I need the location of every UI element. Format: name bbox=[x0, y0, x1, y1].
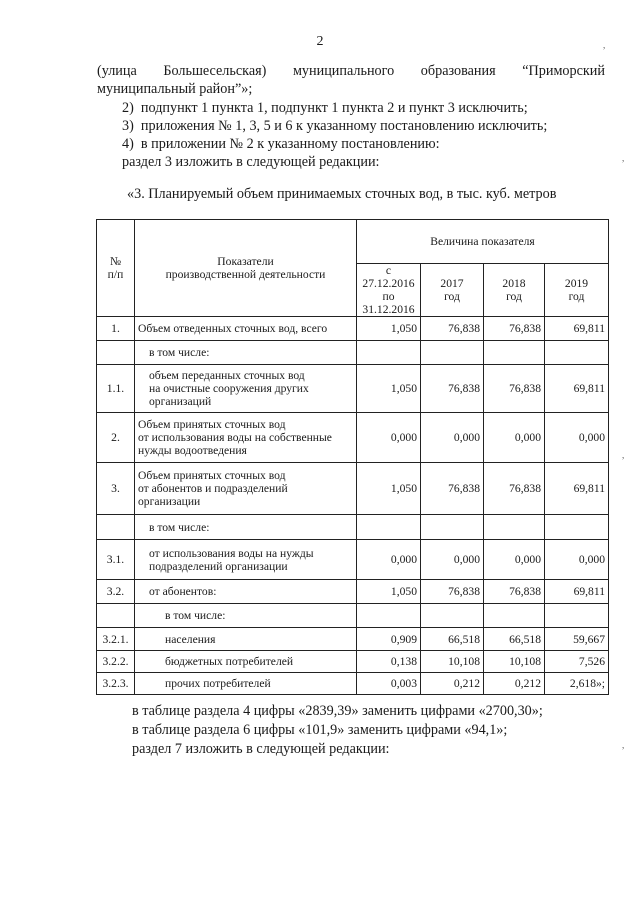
row-value: 76,838 bbox=[484, 317, 545, 341]
row-value bbox=[357, 341, 421, 365]
row-value: 0,000 bbox=[545, 540, 609, 580]
row-value: 0,000 bbox=[545, 413, 609, 463]
row-indicator: Объем принятых сточных вод от абонентов и подразделений организации bbox=[135, 463, 357, 515]
table-row bbox=[97, 651, 609, 673]
intro-word: образования bbox=[420, 63, 496, 79]
row-value: 69,811 bbox=[545, 463, 609, 515]
scan-mark: , bbox=[603, 40, 606, 50]
wastewater-table bbox=[96, 219, 609, 695]
row-value: 69,811 bbox=[545, 317, 609, 341]
header-period: 2017 год bbox=[421, 264, 484, 317]
row-value: 0,000 bbox=[421, 540, 484, 580]
intro-word: муниципального bbox=[292, 63, 395, 79]
row-value: 0,212 bbox=[421, 673, 484, 695]
row-value: 69,811 bbox=[545, 580, 609, 604]
row-number: 3.2.1. bbox=[97, 628, 135, 651]
after-line: в таблице раздела 6 цифры «101,9» заменить цифрами «94,1»; bbox=[132, 722, 508, 738]
row-value bbox=[421, 341, 484, 365]
header-number bbox=[97, 220, 135, 317]
row-value: 76,838 bbox=[421, 317, 484, 341]
row-number: 3.2.3. bbox=[97, 673, 135, 695]
table-row bbox=[97, 317, 609, 341]
table-row bbox=[97, 463, 609, 515]
row-value: 76,838 bbox=[421, 365, 484, 413]
row-number: 2. bbox=[97, 413, 135, 463]
row-indicator: от использования воды на нужды подразделений организации bbox=[135, 540, 357, 580]
row-value: 76,838 bbox=[421, 580, 484, 604]
row-value: 2,618»; bbox=[545, 673, 609, 695]
row-value: 0,000 bbox=[484, 413, 545, 463]
row-indicator: объем переданных сточных вод на очистные сооружения других организаций bbox=[135, 365, 357, 413]
row-indicator: в том числе: bbox=[135, 515, 357, 540]
row-indicator: Объем отведенных сточных вод, всего bbox=[135, 317, 357, 341]
row-indicator: от абонентов: bbox=[135, 580, 357, 604]
row-value bbox=[484, 341, 545, 365]
row-value: 0,003 bbox=[357, 673, 421, 695]
row-value: 1,050 bbox=[357, 365, 421, 413]
list-item: 2) подпункт 1 пункта 1, подпункт 1 пункта 2 и пункт 3 исключить; bbox=[122, 100, 528, 116]
after-line: раздел 7 изложить в следующей редакции: bbox=[132, 741, 390, 757]
row-indicator: бюджетных потребителей bbox=[135, 651, 357, 673]
row-value: 1,050 bbox=[357, 317, 421, 341]
intro-word: (улица bbox=[97, 63, 137, 79]
row-value: 7,526 bbox=[545, 651, 609, 673]
header-value-group: Величина показателя bbox=[357, 220, 609, 264]
scan-mark: , bbox=[622, 450, 625, 460]
row-number: 3.2.2. bbox=[97, 651, 135, 673]
section-line: раздел 3 изложить в следующей редакции: bbox=[122, 154, 380, 170]
row-value: 0,138 bbox=[357, 651, 421, 673]
header-number-text: № п/п bbox=[107, 255, 124, 281]
row-value: 0,909 bbox=[357, 628, 421, 651]
row-number: 1. bbox=[97, 317, 135, 341]
row-number bbox=[97, 341, 135, 365]
row-value: 76,838 bbox=[484, 365, 545, 413]
row-value: 66,518 bbox=[421, 628, 484, 651]
row-value: 0,212 bbox=[484, 673, 545, 695]
header-period: с 27.12.2016 по 31.12.2016 bbox=[357, 264, 421, 317]
row-indicator: прочих потребителей bbox=[135, 673, 357, 695]
row-value bbox=[545, 515, 609, 540]
row-value: 76,838 bbox=[484, 580, 545, 604]
intro-word: “Приморский bbox=[522, 63, 605, 79]
row-value bbox=[484, 515, 545, 540]
table-row bbox=[97, 628, 609, 651]
after-line: в таблице раздела 4 цифры «2839,39» заменить цифрами «2700,30»; bbox=[132, 703, 543, 719]
row-value bbox=[421, 604, 484, 628]
row-value: 66,518 bbox=[484, 628, 545, 651]
intro-line-1 bbox=[97, 63, 605, 80]
row-number: 3. bbox=[97, 463, 135, 515]
scan-mark: , bbox=[622, 153, 625, 163]
row-value: 59,667 bbox=[545, 628, 609, 651]
row-value: 1,050 bbox=[357, 463, 421, 515]
row-value: 0,000 bbox=[421, 413, 484, 463]
page-number: 2 bbox=[316, 34, 324, 49]
row-indicator: населения bbox=[135, 628, 357, 651]
table-row bbox=[97, 540, 609, 580]
header-indicators-text: Показатели производственной деятельности bbox=[165, 255, 326, 281]
row-value: 76,838 bbox=[484, 463, 545, 515]
row-indicator: в том числе: bbox=[135, 341, 357, 365]
table-row bbox=[97, 515, 609, 540]
table-row bbox=[97, 673, 609, 695]
table-row bbox=[97, 413, 609, 463]
row-value bbox=[545, 341, 609, 365]
table-row bbox=[97, 365, 609, 413]
table-row bbox=[97, 341, 609, 365]
list-item: 3) приложения № 1, 3, 5 и 6 к указанному постановлению исключить; bbox=[122, 118, 548, 134]
row-value: 76,838 bbox=[421, 463, 484, 515]
row-indicator: Объем принятых сточных вод от использования воды на собственные нужды водоотведения bbox=[135, 413, 357, 463]
row-value bbox=[545, 604, 609, 628]
header-period: 2018 год bbox=[484, 264, 545, 317]
row-value bbox=[421, 515, 484, 540]
row-value bbox=[484, 604, 545, 628]
row-value bbox=[357, 604, 421, 628]
intro-word: Большесельская) bbox=[163, 63, 267, 79]
row-value: 0,000 bbox=[357, 413, 421, 463]
header-period: 2019 год bbox=[545, 264, 609, 317]
row-value: 10,108 bbox=[484, 651, 545, 673]
row-value: 69,811 bbox=[545, 365, 609, 413]
row-value: 0,000 bbox=[484, 540, 545, 580]
row-value: 1,050 bbox=[357, 580, 421, 604]
row-value bbox=[357, 515, 421, 540]
row-number: 3.2. bbox=[97, 580, 135, 604]
row-number bbox=[97, 604, 135, 628]
scan-mark: , bbox=[622, 740, 625, 750]
header-indicators bbox=[135, 220, 357, 317]
table-body bbox=[97, 317, 609, 695]
row-indicator: в том числе: bbox=[135, 604, 357, 628]
row-number bbox=[97, 515, 135, 540]
list-item: 4) в приложении № 2 к указанному постановлению: bbox=[122, 136, 440, 152]
intro-line-2: муниципальный район”»; bbox=[97, 81, 253, 97]
row-number: 1.1. bbox=[97, 365, 135, 413]
row-number: 3.1. bbox=[97, 540, 135, 580]
row-value: 0,000 bbox=[357, 540, 421, 580]
section-title: «3. Планируемый объем принимаемых сточных вод, в тыс. куб. метров bbox=[127, 186, 557, 202]
table-row bbox=[97, 580, 609, 604]
table-row bbox=[97, 604, 609, 628]
row-value: 10,108 bbox=[421, 651, 484, 673]
